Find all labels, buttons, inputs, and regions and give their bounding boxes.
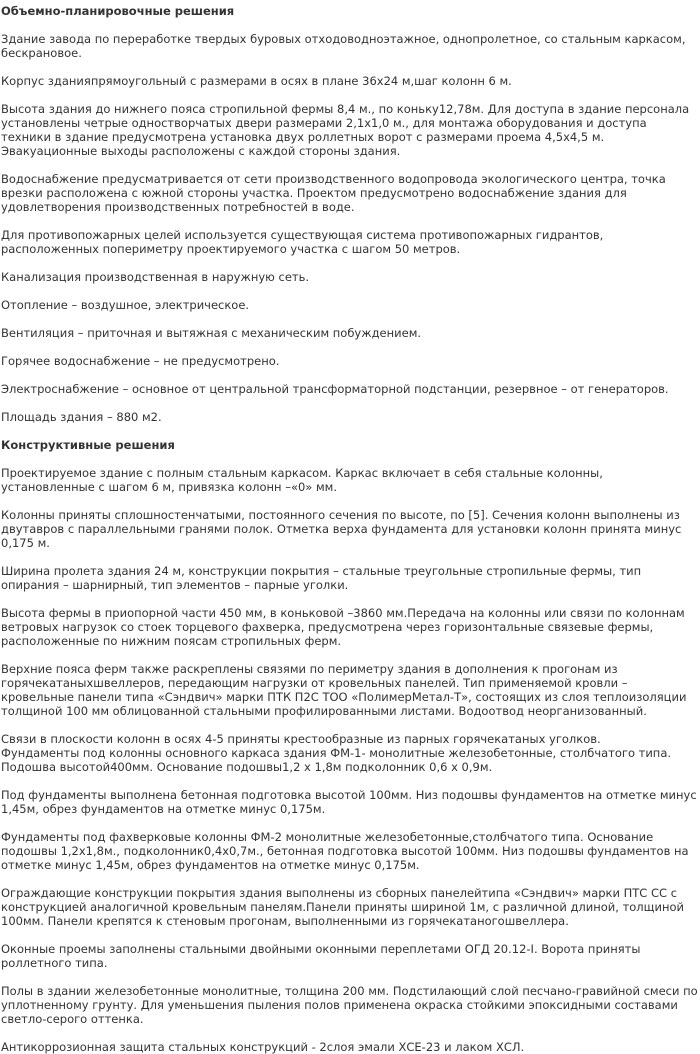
paragraph: Для противопожарных целей используется существующая система противопожарных гидрантов, расположенных попериметру проектируемого участка с шагом 50 метров.: [1, 228, 604, 256]
section-heading-structural: Конструктивные решения: [1, 438, 175, 452]
paragraph: Отопление – воздушное, электрическое.: [1, 298, 250, 312]
paragraph: Горячее водоснабжение – не предусмотрено.: [1, 354, 280, 368]
paragraph: Высота здания до нижнего пояса стропильной фермы 8,4 м., по коньку12,78м. Для доступа в здание персонала установлены четрые одностворчатых двери размерами 2,1х1,0 м., для монтажа оборудования и доступа техники в здание предусмотрена установка двух роллетных ворот с размерами проема 4,5х4,5 м. Эвакуационные выходы расположены с каждой стороны здания.: [1, 102, 690, 158]
paragraph: Площадь здания – 880 м2.: [1, 410, 162, 424]
paragraph: Канализация производственная в наружную сеть.: [1, 270, 310, 284]
paragraph: Верхние пояса ферм также раскреплены связями по периметру здания в дополнения к прогонам из горячекатаныхшвеллеров, передающим нагрузки от кровельных панелей. Тип применяемой кровли – кровельные панели типа «Сэндвич» марки ПТК П2С ТОО «ПолимерМетал-Т», состоящих из слоя теплоизоляции толщиной 100 мм облицованной стальными профилированными листами. Водоотвод неорганизованный.: [1, 662, 687, 718]
paragraph: Корпус зданияпрямоугольный с размерами в осях в плане 36х24 м,шаг колонн 6 м.: [1, 74, 512, 88]
paragraph: Вентиляция – приточная и вытяжная с механическим побуждением.: [1, 326, 422, 340]
paragraph: Под фундаменты выполнена бетонная подготовка высотой 100мм. Низ подошвы фундаментов на отметке минус 1,45м, обрез фундаментов на отметке минус 0,175м.: [1, 788, 697, 816]
paragraph: Ширина пролета здания 24 м, конструкции покрытия – стальные треугольные стропильные фермы, тип опирания – шарнирный, тип элементов – парные уголки.: [1, 564, 642, 592]
paragraph: Высота фермы в приопорной части 450 мм, в коньковой –3860 мм.Передача на колонны или связи по колоннам ветровых нагрузок со стоек торцевого фахверка, предусмотрена через горизонтальные связевые фермы, расположенные по нижним поясам стропильных ферм.: [1, 606, 685, 648]
paragraph: Колонны приняты сплошностенчатыми, постоянного сечения по высоте, по [5]. Сечения колонн выполнены из двутавров с параллельными гранями полок. Отметка верха фундамента для установки колонн принята минус 0,175 м.: [1, 508, 682, 550]
paragraph: Ограждающие конструкции покрытия здания выполнены из сборных панелейтипа «Сэндвич» марки ПТС СС с конструкцией аналогичной кровельным панелям.Панели приняты шириной 1м, с различной длиной, толщиной 100мм. Панели крепятся к стеновым прогонам, выполненными из горячекатаногошвеллера.: [1, 886, 684, 928]
paragraph: Полы в здании железобетонные монолитные, толщина 200 мм. Подстилающий слой песчано-гравийной смеси по уплотненному грунту. Для уменьшения пыления полов применена окраска стойкими эпоксидными составами светло-серого оттенка.: [1, 984, 698, 1026]
paragraph: Водоснабжение предусматривается от сети производственного водопровода экологического центра, точка врезки расположена с южной стороны участка. Проектом предусмотрено водоснабжение здания для удовлетворения производственных потребностей в воде.: [1, 172, 666, 214]
paragraph: Фундаменты под колонны основного каркаса здания ФМ-1- монолитные железобетонные, столбчатого типа. Подошва высотой400мм. Основание подошвы1,2 х 1,8м подколонник 0,6 х 0,9м.: [1, 746, 672, 774]
paragraph: Антикоррозионная защита стальных конструкций - 2слоя эмали ХСЕ-23 и лаком ХСЛ.: [1, 1040, 525, 1054]
section-heading-layout: Объемно-планировочные решения: [1, 4, 235, 18]
paragraph: Фундаменты под фахверковые колонны ФМ-2 монолитные железобетонные,столбчатого типа. Основание подошвы 1,2х1,8м., подколонник0,4х0,7м., бетонная подготовка высотой 100мм. Низ подошвы фундаментов на отметке минус 1,45м, обрез фундаментов на отметке минус 0,175м.: [1, 830, 689, 872]
paragraph: Оконные проемы заполнены стальными двойными оконными переплетами ОГД 20.12-I. Ворота приняты роллетного типа.: [1, 942, 641, 970]
paragraph: Здание завода по переработке твердых буровых отходоводноэтажное, однопролетное, со стальным каркасом, бескрановое.: [1, 32, 686, 60]
paragraph: Проектируемое здание с полным стальным каркасом. Каркас включает в себя стальные колонны, установленные с шагом 6 м, привязка колонн –«0» мм.: [1, 466, 603, 494]
paragraph: Связи в плоскости колонн в осях 4-5 приняты крестообразные из парных горячекатаных уголков.: [1, 732, 601, 746]
paragraph: Электроснабжение – основное от центральной трансформаторной подстанции, резервное – от генераторов.: [1, 382, 669, 396]
